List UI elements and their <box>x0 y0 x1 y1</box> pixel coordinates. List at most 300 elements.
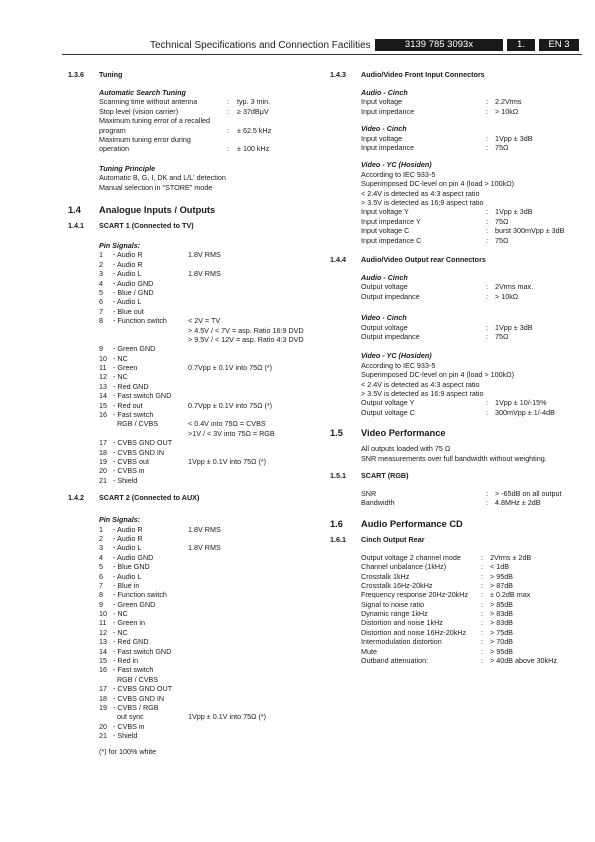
pin-description: - Fast switch <box>113 410 154 420</box>
pin-row <box>99 609 323 618</box>
pin-number: 6 <box>99 297 103 307</box>
spec-label: Crosstalk 16Hz-20kHz <box>361 580 433 590</box>
pin-number: 5 <box>99 287 103 297</box>
pin-value: 1.8V RMS <box>188 250 221 260</box>
section-number: 1.6 <box>330 518 343 529</box>
colon: : <box>486 216 488 226</box>
spec-label: Channel unbalance (1kHz) <box>361 562 447 572</box>
header-rule <box>62 54 582 55</box>
right-column <box>330 70 580 665</box>
chapter-box: 1. <box>507 39 535 51</box>
pin-row <box>99 722 323 731</box>
spec-value: > 75dB <box>490 627 513 637</box>
colon: : <box>486 282 488 292</box>
section-1-5-1-heading <box>330 471 580 481</box>
spec-row <box>361 107 580 116</box>
spec-value: > 40dB above 30kHz <box>490 656 557 666</box>
section-1-6-1-heading <box>330 535 580 545</box>
pin-number: 6 <box>99 571 103 581</box>
spec-value: > 95dB <box>490 571 513 581</box>
spec-label: Bandwidth <box>361 498 395 508</box>
section-1-4-4-heading <box>330 255 580 265</box>
pin-description: - Fast switch GND <box>113 391 172 401</box>
text-line: > 3.5V is detected as 16:9 aspect ratio <box>361 388 484 398</box>
pin-row <box>99 297 323 306</box>
pin-value: > 4.5V / < 7V = asp. Ratio 16:9 DVD <box>188 325 304 335</box>
section-title: Audio/Video Output rear Connectors <box>361 254 486 264</box>
section-1-6-heading <box>330 518 580 531</box>
spec-row <box>361 236 580 245</box>
spec-row: operation : ± 100 kHz <box>99 144 270 154</box>
spec-value: > 70dB <box>490 637 513 647</box>
spec-label: Input impedance <box>361 106 415 116</box>
spec-row <box>99 107 323 116</box>
spec-row <box>361 207 580 216</box>
pin-signals-heading: Pin Signals: <box>99 241 141 250</box>
spec-label: SNR <box>361 488 377 498</box>
spec-value: 1Vpp ± 3dB <box>495 207 533 217</box>
spec-label: Dynamic range 1kHz <box>361 609 428 619</box>
scart-rgb-rows <box>361 489 580 508</box>
spec-label: Distortion and noise 16Hz-20kHz <box>361 627 467 637</box>
pin-number: 5 <box>99 562 103 572</box>
colon: : <box>486 498 488 508</box>
colon: : <box>481 618 483 628</box>
spec-label: Input impedance Y <box>361 216 421 226</box>
pin-description: - Audio R <box>113 250 143 260</box>
colon: : <box>481 552 483 562</box>
pin-row <box>99 712 323 721</box>
pin-row <box>99 269 323 278</box>
colon: : <box>486 97 488 107</box>
pin-value: < 0.4V into 75Ω = CVBS <box>188 419 266 429</box>
pin-number: 2 <box>99 533 103 543</box>
pin-row <box>99 326 323 335</box>
pin-description: - Audio R <box>113 533 143 543</box>
spec-label: Distortion and noise 1kHz <box>361 618 443 628</box>
colon: : <box>486 407 488 417</box>
spec-row <box>361 498 580 507</box>
pin-description: - Audio L <box>113 543 142 553</box>
pin-description: - Audio GND <box>113 552 154 562</box>
spec-label: Output voltage 2 channel mode <box>361 552 461 562</box>
colon: : <box>481 609 483 619</box>
pin-number: 20 <box>99 466 107 476</box>
section-title: Audio/Video Front Input Connectors <box>361 70 485 79</box>
pin-row <box>99 647 323 656</box>
yc-notes <box>361 361 580 399</box>
spec-label: Output voltage <box>361 322 408 332</box>
tuning-body <box>99 88 323 192</box>
spec-value: 2.2Vrms <box>495 97 522 107</box>
spec-value: > 83dB <box>490 609 513 619</box>
pin-row <box>99 731 323 740</box>
colon: : <box>486 207 488 217</box>
text-line: Superimposed DC-level on pin 4 (load > 100kΩ) <box>361 179 514 189</box>
pin-row <box>99 448 323 457</box>
pin-row <box>99 250 323 259</box>
text-line: Superimposed DC-level on pin 4 (load > 100kΩ) <box>361 370 514 380</box>
pin-description: - CVBS in <box>113 466 145 476</box>
pin-row <box>99 354 323 363</box>
pin-description: - Blue / GND <box>113 287 154 297</box>
pin-row <box>99 401 323 410</box>
section-number: 1.3.6 <box>68 70 84 79</box>
pin-number: 9 <box>99 599 103 609</box>
pin-number: 9 <box>99 344 103 354</box>
pin-value: 1.8V RMS <box>188 269 221 279</box>
pin-description: - Audio GND <box>113 278 154 288</box>
colon: : <box>486 133 488 143</box>
pin-description: - CVBS / RGB <box>113 703 159 712</box>
pin-row <box>99 628 323 637</box>
pin-row <box>99 438 323 447</box>
spec-value: 75Ω <box>495 142 509 152</box>
pin-description: - Shield <box>113 475 138 485</box>
pin-description: - Shield <box>113 731 138 741</box>
pin-number: 15 <box>99 400 107 410</box>
spec-row <box>361 590 580 599</box>
section-number: 1.4.3 <box>330 70 346 79</box>
pin-number: 11 <box>99 363 107 373</box>
pin-description: RGB / CVBS <box>113 419 159 429</box>
spec-label: Input voltage Y <box>361 207 409 217</box>
pin-description: - Red GND <box>113 381 149 391</box>
spec-value: 75Ω <box>495 331 509 341</box>
spec-label: Stop level (vision carrier) <box>99 106 179 116</box>
pin-number: 1 <box>99 524 103 534</box>
colon: : <box>481 571 483 581</box>
footnote: (*) for 100% white <box>99 746 157 756</box>
pin-number: 2 <box>99 259 103 269</box>
pin-description: - Red in <box>113 656 139 666</box>
spec-label: Outband attenuation: <box>361 656 429 666</box>
pin-number: 3 <box>99 543 103 553</box>
spec-row <box>361 581 580 590</box>
spec-label: Input voltage <box>361 133 403 143</box>
colon: : <box>481 599 483 609</box>
pin-number: 8 <box>99 316 103 326</box>
pin-row <box>99 382 323 391</box>
spec-label: Output voltage Y <box>361 398 415 408</box>
text-line: > 3.5V is detected as 16:9 aspect ratio <box>361 198 484 207</box>
audio-performance-rows <box>361 553 580 666</box>
pin-description: - CVBS GND OUT <box>113 684 173 694</box>
section-title: SCART 2 (Connected to AUX) <box>99 493 200 503</box>
spec-row <box>361 637 580 646</box>
spec-row <box>361 618 580 627</box>
spec-value: > 85dB <box>490 599 513 609</box>
spec-row <box>361 97 580 106</box>
spec-label: Output impedance <box>361 331 420 341</box>
text-line: < 2.4V is detected as 4:3 aspect ratio <box>361 188 480 198</box>
text-line: According to IEC 933-5 <box>361 169 436 179</box>
pin-value: >1V / < 3V into 75Ω = RGB <box>188 428 275 438</box>
section-1-4-2-heading <box>68 493 323 503</box>
subheading-video-cinch: Video - Cinch <box>361 313 407 323</box>
section-title: SCART 1 (Connected to TV) <box>99 221 194 230</box>
colon: : <box>486 291 488 301</box>
section-title: Cinch Output Rear <box>361 534 425 544</box>
pin-row <box>99 335 323 344</box>
pin-signals-heading: Pin Signals: <box>99 515 141 525</box>
pin-description: - Audio R <box>113 524 143 534</box>
pin-row <box>99 684 323 693</box>
pin-description: - Green <box>113 363 138 373</box>
pin-row <box>99 466 323 475</box>
principle-line: Manual selection in "STORE" mode <box>99 182 213 192</box>
colon: : <box>486 226 488 236</box>
subheading-video-yc: Video - YC (Hosiden) <box>361 160 432 170</box>
pin-row <box>99 316 323 325</box>
pin-row <box>99 572 323 581</box>
pin-description: - Function switch <box>113 590 167 600</box>
pin-number: 19 <box>99 457 107 466</box>
pin-description: - Green GND <box>113 344 156 354</box>
pin-description: - Function switch <box>113 316 167 326</box>
rear-output-body <box>361 273 580 417</box>
pin-number: 19 <box>99 703 107 712</box>
pin-value: 1Vpp ± 0.1V into 75Ω (*) <box>188 712 267 722</box>
pin-number: 12 <box>99 627 107 637</box>
spec-label: Scanning time without antenna <box>99 97 198 107</box>
pin-row <box>99 288 323 297</box>
audio-cinch-rows <box>361 282 580 301</box>
pin-value: 1.8V RMS <box>188 543 221 553</box>
pin-description: - Red GND <box>113 637 149 647</box>
spec-row <box>361 398 580 407</box>
pin-number: 11 <box>99 618 107 628</box>
spec-value: 2Vrms max. <box>495 282 534 292</box>
colon: : <box>481 562 483 572</box>
pin-row <box>99 457 323 466</box>
pin-description: - Green GND <box>113 599 156 609</box>
colon: : <box>486 398 488 408</box>
tuning-error-label: Maximum tuning error of a recalled <box>99 116 211 126</box>
pin-row <box>99 419 323 428</box>
pin-description: out sync <box>113 712 144 722</box>
video-performance-body <box>361 444 580 463</box>
pin-value: 1Vpp ± 0.1V into 75Ω (*) <box>188 457 267 466</box>
pin-description: - NC <box>113 627 128 637</box>
colon: : <box>227 106 229 116</box>
pin-row <box>99 656 323 665</box>
pin-number: 17 <box>99 684 107 694</box>
spec-row <box>361 134 580 143</box>
spec-value: 75Ω <box>495 216 509 226</box>
section-title: Video Performance <box>361 428 446 439</box>
pin-description: - Red out <box>113 400 143 410</box>
spec-value: < 1dB <box>490 562 509 572</box>
pin-value: < 2V = TV <box>188 316 221 326</box>
pin-value: 1.8V RMS <box>188 524 221 534</box>
spec-label: Frequency response 20Hz-20kHz <box>361 590 469 600</box>
text-line: According to IEC 933-5 <box>361 360 436 370</box>
pin-row <box>99 534 323 543</box>
spec-row <box>361 143 580 152</box>
section-title: Audio Performance CD <box>361 518 463 529</box>
pin-row <box>99 562 323 571</box>
colon: : <box>486 331 488 341</box>
spec-value: ± 0.2dB max <box>490 590 531 600</box>
spec-row <box>361 282 580 291</box>
pin-number: 7 <box>99 306 103 316</box>
scart1-pin-list <box>99 250 323 485</box>
pin-row <box>99 665 323 674</box>
pin-number: 10 <box>99 609 107 619</box>
pin-row <box>99 279 323 288</box>
yc-notes <box>361 170 580 208</box>
pin-row <box>99 618 323 627</box>
front-input-body <box>361 88 580 245</box>
subheading-video-yc: Video - YC (Hosiden) <box>361 351 432 361</box>
section-title: Analogue Inputs / Outputs <box>99 205 216 215</box>
pin-row <box>99 429 323 438</box>
spec-row <box>361 553 580 562</box>
pin-row <box>99 543 323 552</box>
pin-row <box>99 363 323 372</box>
spec-row <box>361 600 580 609</box>
spec-label: Intermodulation distortion <box>361 637 442 647</box>
section-number: 1.4.4 <box>330 254 346 264</box>
pin-number: 14 <box>99 391 107 401</box>
video-cinch-rows <box>361 134 580 153</box>
pin-number: 4 <box>99 278 103 288</box>
spec-label: Output voltage C <box>361 407 415 417</box>
spec-value: > 95dB <box>490 646 513 656</box>
subheading-tuning-principle: Tuning Principle <box>99 163 156 173</box>
spec-row <box>361 323 580 332</box>
spec-value: ≥ 37dBμV <box>237 106 269 116</box>
pin-row <box>99 581 323 590</box>
subheading-audio-cinch: Audio - Cinch <box>361 272 408 282</box>
spec-value: 300mVpp ± 1/-4dB <box>495 407 555 417</box>
audio-cinch-rows <box>361 97 580 116</box>
pin-number: 16 <box>99 410 107 420</box>
tuning-error-label: Maximum tuning error during <box>99 134 191 144</box>
spec-row <box>99 97 323 106</box>
pin-row <box>99 307 323 316</box>
pin-number: 8 <box>99 590 103 600</box>
video-note: All outputs loaded with 75 Ω <box>361 444 451 454</box>
spec-value: typ. 3 min. <box>237 97 271 107</box>
pin-number: 18 <box>99 447 107 457</box>
pin-row <box>99 675 323 684</box>
spec-row <box>361 609 580 618</box>
header-title: Technical Specifications and Connection Facilities <box>150 40 371 51</box>
spec-row <box>361 292 580 301</box>
section-number: 1.5.1 <box>330 470 346 480</box>
pin-number: 4 <box>99 552 103 562</box>
spec-row <box>361 408 580 417</box>
scart2-body <box>99 515 323 756</box>
pin-number: 10 <box>99 353 107 363</box>
section-1-3-6-heading <box>68 70 323 80</box>
spec-label: Signal to noise ratio <box>361 599 425 609</box>
spec-label: Input voltage C <box>361 226 410 236</box>
cinch-output-rear-body <box>361 553 580 666</box>
pin-description: - Blue out <box>113 306 144 316</box>
colon: : <box>227 97 229 107</box>
pin-row <box>99 694 323 703</box>
pin-description: - Fast switch GND <box>113 646 172 656</box>
section-title: Tuning <box>99 70 123 79</box>
spec-row <box>361 628 580 637</box>
colon: : <box>486 106 488 116</box>
pin-description: - CVBS in <box>113 721 145 731</box>
spec-label: Output voltage <box>361 282 408 292</box>
spec-value: > -65dB on all output <box>495 488 562 498</box>
spec-value: > 83dB <box>490 618 513 628</box>
pin-value: 0.7Vpp ± 0.1V into 75Ω (*) <box>188 363 273 373</box>
colon: : <box>481 656 483 666</box>
pin-value: > 9.5V / < 12V = asp. Ratio 4:3 DVD <box>188 334 304 344</box>
spec-value: > 10kΩ <box>495 106 519 116</box>
pin-description: - NC <box>113 372 128 382</box>
colon: : <box>481 580 483 590</box>
spec-row <box>361 217 580 226</box>
pin-number: 21 <box>99 731 107 741</box>
pin-row <box>99 410 323 419</box>
spec-value: 1Vpp ± 3dB <box>495 322 533 332</box>
video-yc-rows <box>361 398 580 417</box>
pin-description: - Audio L <box>113 571 142 581</box>
scart1-body <box>99 241 323 485</box>
pin-number: 15 <box>99 656 107 666</box>
pin-number: 7 <box>99 580 103 590</box>
pin-description: RGB / CVBS <box>113 674 159 684</box>
pin-number: 13 <box>99 637 107 647</box>
spec-row <box>361 562 580 571</box>
section-title: SCART (RGB) <box>361 470 409 480</box>
spec-row <box>361 647 580 656</box>
section-number: 1.5 <box>330 428 343 439</box>
section-number: 1.4.1 <box>68 221 84 230</box>
pin-description: - CVBS GND IN <box>113 447 165 457</box>
pin-description: - CVBS out <box>113 457 149 466</box>
pin-number: 16 <box>99 665 107 675</box>
pin-row <box>99 525 323 534</box>
section-1-4-1-heading <box>68 221 323 231</box>
pin-description: - Audio L <box>113 269 142 279</box>
pin-description: - Blue in <box>113 580 140 590</box>
pin-description: - Audio L <box>113 297 142 307</box>
page-header <box>0 39 595 55</box>
left-column <box>68 70 323 756</box>
spec-value: burst 300mVpp ± 3dB <box>495 226 565 236</box>
section-number: 1.4 <box>68 205 81 215</box>
pin-row <box>99 553 323 562</box>
pin-number: 1 <box>99 250 103 260</box>
pin-number: 12 <box>99 372 107 382</box>
pin-row <box>99 391 323 400</box>
section-number: 1.4.2 <box>68 493 84 503</box>
pin-row <box>99 372 323 381</box>
pin-row <box>99 637 323 646</box>
pin-number: 13 <box>99 381 107 391</box>
colon: : <box>481 646 483 656</box>
scart2-pin-list <box>99 525 323 741</box>
spec-value: > 87dB <box>490 580 513 590</box>
pin-row <box>99 703 323 712</box>
pin-description: - CVBS GND IN <box>113 693 165 703</box>
colon: : <box>486 142 488 152</box>
subheading-video-cinch: Video - Cinch <box>361 124 407 134</box>
spec-value: 4.8MHz ± 2dB <box>495 498 541 508</box>
colon: : <box>481 637 483 647</box>
pin-number: 14 <box>99 646 107 656</box>
pin-row <box>99 590 323 599</box>
